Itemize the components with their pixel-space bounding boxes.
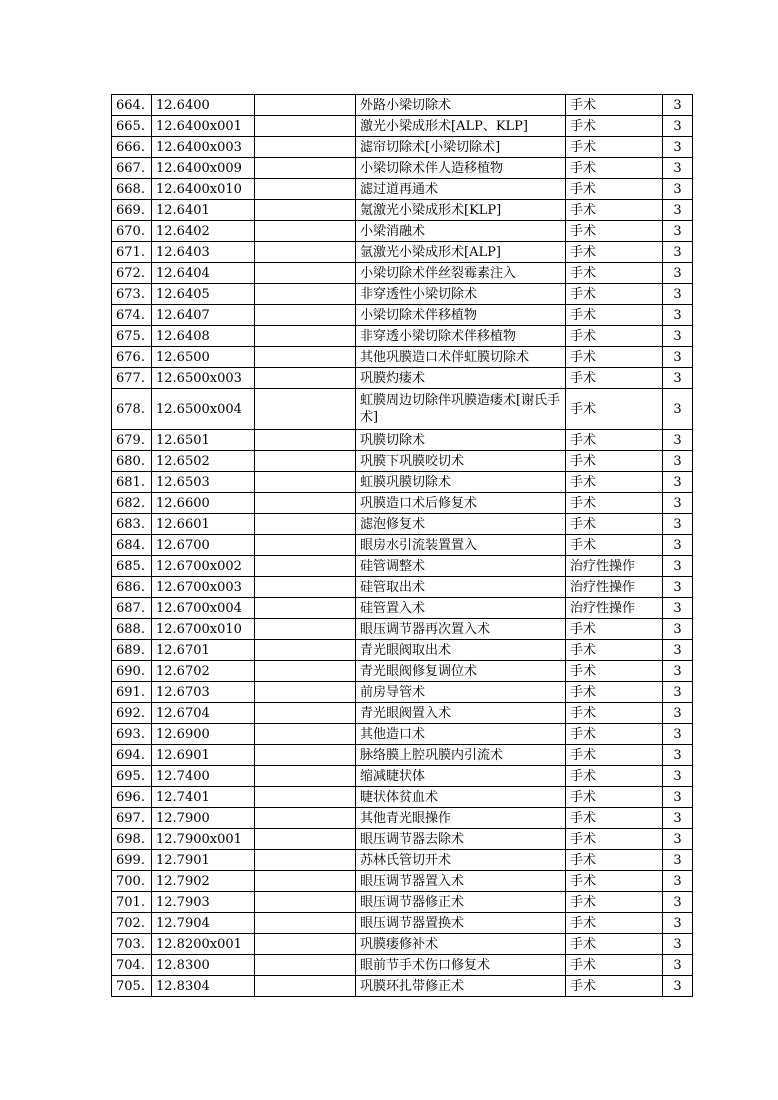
category-cell: 手术 [566,242,663,263]
blank-cell [255,158,356,179]
procedure-code-cell: 12.6900 [152,724,255,745]
blank-cell [255,829,356,850]
procedure-name-cell: 眼压调节器置入术 [356,871,566,892]
grade-cell: 3 [663,116,693,137]
procedure-table-body [112,95,693,997]
category-cell: 手术 [566,640,663,661]
table-row [112,347,693,368]
blank-cell [255,745,356,766]
procedure-name-cell: 苏林氏管切开术 [356,850,566,871]
blank-cell [255,766,356,787]
grade-cell: 3 [663,703,693,724]
table-row [112,389,693,430]
procedure-name-cell: 外路小梁切除术 [356,95,566,116]
procedure-code-cell: 12.7401 [152,787,255,808]
blank-cell [255,934,356,955]
procedure-name-cell: 前房导管术 [356,682,566,703]
procedure-table [111,94,693,997]
table-row [112,955,693,976]
blank-cell [255,179,356,200]
table-row [112,137,693,158]
row-number-cell: 692. [112,703,152,724]
row-number-cell: 686. [112,577,152,598]
procedure-name-cell: 其他造口术 [356,724,566,745]
blank-cell [255,389,356,430]
procedure-name-cell: 滤泡修复术 [356,514,566,535]
category-cell: 手术 [566,976,663,997]
grade-cell: 3 [663,263,693,284]
table-row [112,850,693,871]
grade-cell: 3 [663,724,693,745]
table-row [112,661,693,682]
procedure-code-cell: 12.7903 [152,892,255,913]
grade-cell: 3 [663,619,693,640]
table-row [112,619,693,640]
category-cell: 手术 [566,263,663,284]
grade-cell: 3 [663,913,693,934]
grade-cell: 3 [663,661,693,682]
procedure-name-cell: 眼压调节器再次置入术 [356,619,566,640]
row-number-cell: 664. [112,95,152,116]
blank-cell [255,368,356,389]
procedure-code-cell: 12.6400x010 [152,179,255,200]
procedure-name-cell: 眼房水引流装置置入 [356,535,566,556]
blank-cell [255,619,356,640]
row-number-cell: 699. [112,850,152,871]
procedure-name-cell: 巩膜灼瘘术 [356,368,566,389]
grade-cell: 3 [663,640,693,661]
row-number-cell: 676. [112,347,152,368]
procedure-code-cell: 12.7901 [152,850,255,871]
row-number-cell: 702. [112,913,152,934]
row-number-cell: 700. [112,871,152,892]
blank-cell [255,305,356,326]
grade-cell: 3 [663,95,693,116]
row-number-cell: 677. [112,368,152,389]
procedure-code-cell: 12.6500 [152,347,255,368]
row-number-cell: 684. [112,535,152,556]
blank-cell [255,430,356,451]
procedure-name-cell: 氩激光小梁成形术[ALP] [356,242,566,263]
row-number-cell: 705. [112,976,152,997]
procedure-name-cell: 非穿透小梁切除术伴移植物 [356,326,566,347]
procedure-code-cell: 12.6703 [152,682,255,703]
table-row [112,703,693,724]
grade-cell: 3 [663,451,693,472]
procedure-name-cell: 眼压调节器去除术 [356,829,566,850]
table-row [112,808,693,829]
procedure-code-cell: 12.6400x001 [152,116,255,137]
category-cell: 手术 [566,368,663,389]
grade-cell: 3 [663,787,693,808]
procedure-code-cell: 12.7902 [152,871,255,892]
row-number-cell: 666. [112,137,152,158]
procedure-name-cell: 虹膜巩膜切除术 [356,472,566,493]
row-number-cell: 697. [112,808,152,829]
row-number-cell: 675. [112,326,152,347]
procedure-name-cell: 青光眼阀置入术 [356,703,566,724]
blank-cell [255,137,356,158]
category-cell: 手术 [566,347,663,368]
category-cell: 手术 [566,703,663,724]
row-number-cell: 681. [112,472,152,493]
blank-cell [255,535,356,556]
category-cell: 手术 [566,95,663,116]
row-number-cell: 704. [112,955,152,976]
blank-cell [255,577,356,598]
procedure-name-cell: 缩减睫状体 [356,766,566,787]
procedure-code-cell: 12.6901 [152,745,255,766]
grade-cell: 3 [663,829,693,850]
grade-cell: 3 [663,179,693,200]
procedure-name-cell: 硅管取出术 [356,577,566,598]
table-row [112,116,693,137]
row-number-cell: 680. [112,451,152,472]
procedure-code-cell: 12.7400 [152,766,255,787]
blank-cell [255,221,356,242]
table-row [112,829,693,850]
procedure-name-cell: 巩膜环扎带修正术 [356,976,566,997]
procedure-code-cell: 12.6400x009 [152,158,255,179]
table-row [112,892,693,913]
procedure-name-cell: 其他巩膜造口术伴虹膜切除术 [356,347,566,368]
grade-cell: 3 [663,200,693,221]
blank-cell [255,871,356,892]
table-row [112,95,693,116]
blank-cell [255,263,356,284]
row-number-cell: 696. [112,787,152,808]
grade-cell: 3 [663,368,693,389]
row-number-cell: 670. [112,221,152,242]
category-cell: 手术 [566,389,663,430]
procedure-name-cell: 脉络膜上腔巩膜内引流术 [356,745,566,766]
procedure-code-cell: 12.8200x001 [152,934,255,955]
procedure-name-cell: 小梁切除术伴移植物 [356,305,566,326]
category-cell: 治疗性操作 [566,577,663,598]
grade-cell: 3 [663,472,693,493]
table-row [112,976,693,997]
procedure-code-cell: 12.6404 [152,263,255,284]
row-number-cell: 695. [112,766,152,787]
blank-cell [255,787,356,808]
table-row [112,514,693,535]
procedure-code-cell: 12.6400 [152,95,255,116]
procedure-code-cell: 12.6403 [152,242,255,263]
procedure-name-cell: 激光小梁成形术[ALP、KLP] [356,116,566,137]
row-number-cell: 687. [112,598,152,619]
blank-cell [255,850,356,871]
grade-cell: 3 [663,221,693,242]
table-row [112,284,693,305]
procedure-name-cell: 硅管调整术 [356,556,566,577]
row-number-cell: 703. [112,934,152,955]
blank-cell [255,556,356,577]
procedure-name-cell: 氪激光小梁成形术[KLP] [356,200,566,221]
table-row [112,640,693,661]
procedure-code-cell: 12.6503 [152,472,255,493]
procedure-code-cell: 12.6701 [152,640,255,661]
grade-cell: 3 [663,976,693,997]
row-number-cell: 685. [112,556,152,577]
grade-cell: 3 [663,682,693,703]
grade-cell: 3 [663,850,693,871]
blank-cell [255,200,356,221]
category-cell: 手术 [566,934,663,955]
table-row [112,787,693,808]
row-number-cell: 682. [112,493,152,514]
row-number-cell: 674. [112,305,152,326]
category-cell: 手术 [566,871,663,892]
procedure-name-cell: 眼压调节器修正术 [356,892,566,913]
row-number-cell: 689. [112,640,152,661]
table-row [112,577,693,598]
grade-cell: 3 [663,137,693,158]
grade-cell: 3 [663,745,693,766]
row-number-cell: 678. [112,389,152,430]
table-row [112,598,693,619]
row-number-cell: 694. [112,745,152,766]
procedure-name-cell: 硅管置入术 [356,598,566,619]
category-cell: 手术 [566,221,663,242]
procedure-name-cell: 滤过道再通术 [356,179,566,200]
category-cell: 手术 [566,514,663,535]
category-cell: 手术 [566,661,663,682]
grade-cell: 3 [663,556,693,577]
procedure-name-cell: 巩膜瘘修补术 [356,934,566,955]
table-row [112,535,693,556]
procedure-code-cell: 12.6500x003 [152,368,255,389]
category-cell: 手术 [566,682,663,703]
procedure-code-cell: 12.7904 [152,913,255,934]
procedure-name-cell: 非穿透性小梁切除术 [356,284,566,305]
table-row [112,766,693,787]
blank-cell [255,95,356,116]
procedure-code-cell: 12.6502 [152,451,255,472]
procedure-code-cell: 12.8304 [152,976,255,997]
grade-cell: 3 [663,871,693,892]
row-number-cell: 668. [112,179,152,200]
procedure-code-cell: 12.7900 [152,808,255,829]
table-row [112,305,693,326]
procedure-name-cell: 小梁切除术伴人造移植物 [356,158,566,179]
blank-cell [255,514,356,535]
blank-cell [255,913,356,934]
procedure-name-cell: 眼压调节器置换术 [356,913,566,934]
grade-cell: 3 [663,514,693,535]
procedure-name-cell: 青光眼阀取出术 [356,640,566,661]
table-row [112,934,693,955]
procedure-name-cell: 其他青光眼操作 [356,808,566,829]
grade-cell: 3 [663,892,693,913]
row-number-cell: 691. [112,682,152,703]
table-row [112,430,693,451]
grade-cell: 3 [663,535,693,556]
procedure-code-cell: 12.6405 [152,284,255,305]
blank-cell [255,284,356,305]
category-cell: 手术 [566,158,663,179]
row-number-cell: 679. [112,430,152,451]
category-cell: 手术 [566,913,663,934]
category-cell: 手术 [566,766,663,787]
procedure-name-cell: 小梁切除术伴丝裂霉素注入 [356,263,566,284]
category-cell: 手术 [566,619,663,640]
procedure-code-cell: 12.6704 [152,703,255,724]
procedure-code-cell: 12.6407 [152,305,255,326]
row-number-cell: 683. [112,514,152,535]
grade-cell: 3 [663,347,693,368]
procedure-name-cell: 睫状体贫血术 [356,787,566,808]
row-number-cell: 665. [112,116,152,137]
procedure-code-cell: 12.6700x002 [152,556,255,577]
category-cell: 治疗性操作 [566,556,663,577]
table-row [112,158,693,179]
grade-cell: 3 [663,934,693,955]
procedure-code-cell: 12.6601 [152,514,255,535]
grade-cell: 3 [663,326,693,347]
procedure-name-cell: 巩膜造口术后修复术 [356,493,566,514]
grade-cell: 3 [663,389,693,430]
category-cell: 手术 [566,493,663,514]
row-number-cell: 667. [112,158,152,179]
procedure-name-cell: 滤帘切除术[小梁切除术] [356,137,566,158]
category-cell: 手术 [566,200,663,221]
category-cell: 手术 [566,955,663,976]
procedure-name-cell: 虹膜周边切除伴巩膜造瘘术[谢氏手术] [356,389,566,430]
procedure-code-cell: 12.6501 [152,430,255,451]
row-number-cell: 688. [112,619,152,640]
procedure-code-cell: 12.6408 [152,326,255,347]
blank-cell [255,640,356,661]
procedure-name-cell: 小梁消融术 [356,221,566,242]
blank-cell [255,116,356,137]
category-cell: 手术 [566,745,663,766]
category-cell: 手术 [566,137,663,158]
category-cell: 手术 [566,430,663,451]
table-row [112,724,693,745]
procedure-code-cell: 12.6402 [152,221,255,242]
blank-cell [255,242,356,263]
procedure-name-cell: 青光眼阀修复调位术 [356,661,566,682]
blank-cell [255,347,356,368]
blank-cell [255,808,356,829]
grade-cell: 3 [663,598,693,619]
grade-cell: 3 [663,305,693,326]
table-row [112,871,693,892]
category-cell: 手术 [566,305,663,326]
procedure-code-cell: 12.6500x004 [152,389,255,430]
row-number-cell: 671. [112,242,152,263]
category-cell: 手术 [566,535,663,556]
row-number-cell: 693. [112,724,152,745]
blank-cell [255,493,356,514]
table-row [112,326,693,347]
category-cell: 手术 [566,829,663,850]
table-row [112,913,693,934]
procedure-code-cell: 12.8300 [152,955,255,976]
procedure-name-cell: 巩膜切除术 [356,430,566,451]
blank-cell [255,598,356,619]
category-cell: 治疗性操作 [566,598,663,619]
blank-cell [255,703,356,724]
row-number-cell: 669. [112,200,152,221]
grade-cell: 3 [663,493,693,514]
table-row [112,451,693,472]
category-cell: 手术 [566,892,663,913]
category-cell: 手术 [566,472,663,493]
grade-cell: 3 [663,955,693,976]
procedure-code-cell: 12.6401 [152,200,255,221]
blank-cell [255,472,356,493]
procedure-code-cell: 12.7900x001 [152,829,255,850]
procedure-code-cell: 12.6400x003 [152,137,255,158]
blank-cell [255,682,356,703]
table-row [112,472,693,493]
grade-cell: 3 [663,808,693,829]
row-number-cell: 690. [112,661,152,682]
category-cell: 手术 [566,724,663,745]
procedure-code-cell: 12.6700x003 [152,577,255,598]
procedure-code-cell: 12.6702 [152,661,255,682]
procedure-code-cell: 12.6700x010 [152,619,255,640]
category-cell: 手术 [566,850,663,871]
table-row [112,179,693,200]
grade-cell: 3 [663,158,693,179]
table-row [112,368,693,389]
table-row [112,556,693,577]
row-number-cell: 673. [112,284,152,305]
blank-cell [255,892,356,913]
grade-cell: 3 [663,577,693,598]
category-cell: 手术 [566,787,663,808]
grade-cell: 3 [663,242,693,263]
category-cell: 手术 [566,326,663,347]
table-row [112,221,693,242]
procedure-code-cell: 12.6700x004 [152,598,255,619]
grade-cell: 3 [663,766,693,787]
table-row [112,263,693,284]
row-number-cell: 701. [112,892,152,913]
blank-cell [255,326,356,347]
category-cell: 手术 [566,284,663,305]
blank-cell [255,661,356,682]
blank-cell [255,451,356,472]
table-row [112,682,693,703]
blank-cell [255,976,356,997]
category-cell: 手术 [566,116,663,137]
category-cell: 手术 [566,179,663,200]
table-row [112,493,693,514]
grade-cell: 3 [663,284,693,305]
table-row [112,200,693,221]
procedure-name-cell: 眼前节手术伤口修复术 [356,955,566,976]
row-number-cell: 672. [112,263,152,284]
grade-cell: 3 [663,430,693,451]
blank-cell [255,955,356,976]
procedure-code-cell: 12.6600 [152,493,255,514]
category-cell: 手术 [566,808,663,829]
procedure-code-cell: 12.6700 [152,535,255,556]
category-cell: 手术 [566,451,663,472]
procedure-name-cell: 巩膜下巩膜咬切术 [356,451,566,472]
table-row [112,242,693,263]
row-number-cell: 698. [112,829,152,850]
blank-cell [255,724,356,745]
table-row [112,745,693,766]
